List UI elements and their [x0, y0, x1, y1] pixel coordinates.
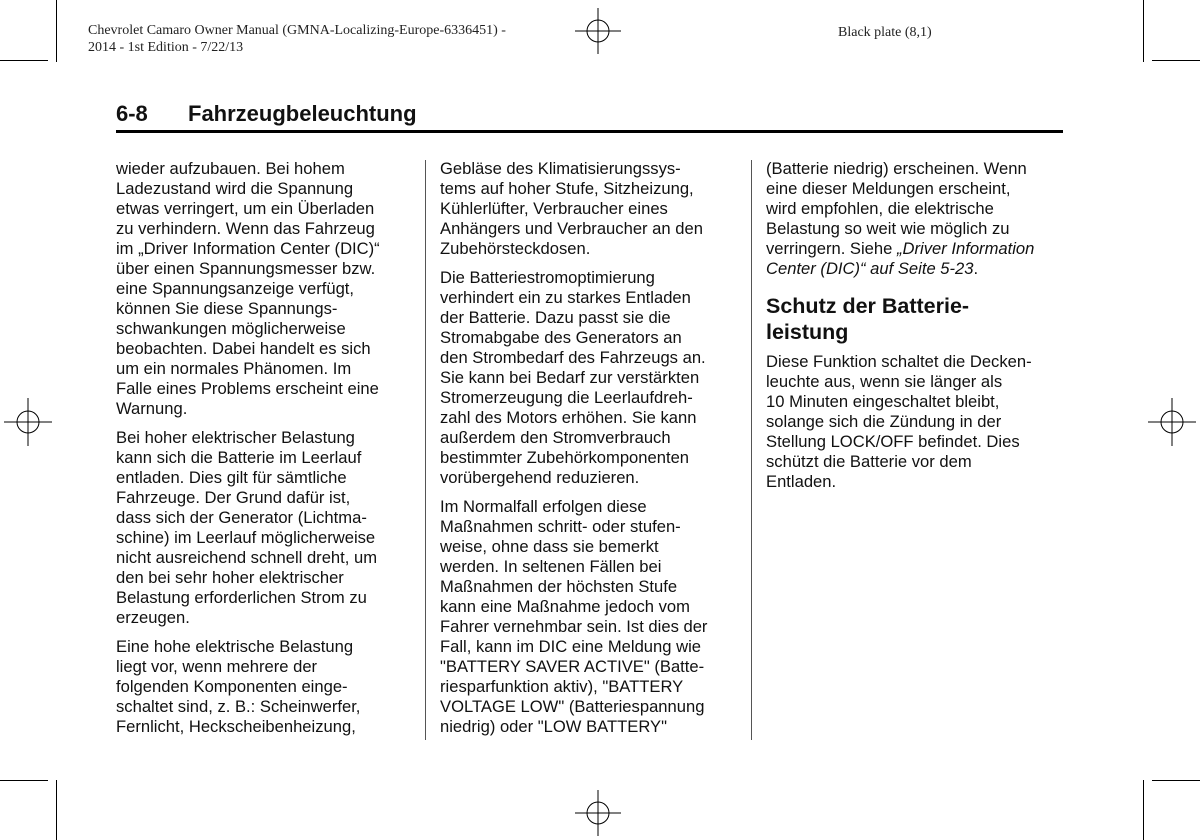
- text-column-2: [440, 159, 740, 746]
- header-rule: [116, 130, 1063, 133]
- registration-mark-icon: [575, 790, 621, 836]
- print-info-line2: 2014 - 1st Edition - 7/22/13: [88, 40, 244, 55]
- paragraph-end: .: [973, 259, 979, 278]
- paragraph-text: (Batterie niedrig) erscheinen. Wenn eine dieser Meldungen erscheint, wird empfohlen, die elektrische Belastung so weit wie möglich zu verringern. Siehe: [766, 159, 1027, 258]
- print-info-line1: Chevrolet Camaro Owner Manual (GMNA-Localizing-Europe-6336451) -: [88, 23, 506, 38]
- paragraph: wieder aufzubauen. Bei hohem Ladezustand wird die Spannung etwas verringert, um ein Überladen zu verhindern. Wenn das Fahrzeug im „Driver Information Center (DIC)“ über einen Spannungsmesser bzw. eine Spannungsanzeige verfügt, können Sie diese Spannungs- schwankungen möglicherweise beobachten. Dabei handelt es sich um ein normales Phänomen. Im Falle eines Problems erscheint eine Warnung.: [116, 159, 380, 418]
- plate-label: Black plate (8,1): [838, 25, 932, 40]
- text-column-3: [766, 159, 1066, 501]
- crop-mark-bottom-right-horizontal: [1152, 780, 1200, 781]
- crop-mark-top-left-horizontal: [0, 60, 48, 61]
- registration-mark-icon: [1148, 398, 1196, 446]
- crop-mark-top-right-vertical: [1143, 0, 1144, 62]
- paragraph: Gebläse des Klimatisierungssys- tems auf hoher Stufe, Sitzheizung, Kühlerlüfter, Verbraucher eines Anhängers und Verbraucher an den Zubehörsteckdosen.: [440, 159, 703, 258]
- print-info: [88, 22, 608, 56]
- crop-mark-bottom-right-vertical: [1143, 780, 1144, 840]
- crop-mark-bottom-left-horizontal: [0, 780, 48, 781]
- paragraph: Eine hohe elektrische Belastung liegt vor, wenn mehrere der folgenden Komponenten einge- schaltet sind, z. B.: Scheinwerfer, Fernlicht, Heckscheibenheizung,: [116, 637, 361, 736]
- registration-mark-icon: [575, 8, 621, 54]
- column-divider: [425, 160, 426, 740]
- cross-reference-link[interactable]: „Driver Information Center (DIC)“ auf Seite 5-23: [766, 239, 1035, 278]
- page-number: 6-8: [116, 101, 148, 126]
- paragraph: Im Normalfall erfolgen diese Maßnahmen schritt- oder stufen- weise, ohne dass sie bemerkt werden. In seltenen Fällen bei Maßnahmen der höchsten Stufe kann eine Maßnahme jedoch vom Fahrer vernehmbar sein. Ist dies der Fall, kann im DIC eine Meldung wie "BATTERY SAVER ACTIVE" (Batte- riesparfunktion aktiv), "BATTERY VOLTAGE LOW" (Batteriespannung niedrig) oder "LOW BATTERY": [440, 497, 708, 736]
- text-column-1: [116, 159, 416, 746]
- paragraph: Die Batteriestromoptimierung verhindert ein zu starkes Entladen der Batterie. Dazu passt sie die Stromabgabe des Generators an den Strombedarf des Fahrzeugs an. Sie kann bei Bedarf zur verstärkten Stromerzeugung die Leerlaufdreh- zahl des Motors erhöhen. Sie kann außerdem den Stromverbrauch bestimmter Zubehörkomponenten vorübergehend reduzieren.: [440, 268, 706, 487]
- registration-mark-icon: [4, 398, 52, 446]
- paragraph: Diese Funktion schaltet die Decken- leuchte aus, wenn sie länger als 10 Minuten eingeschaltet bleibt, solange sich die Zündung in der Stellung LOCK/OFF befindet. Dies schützt die Batterie vor dem Entladen.: [766, 352, 1032, 491]
- crop-mark-bottom-left-vertical: [56, 780, 57, 840]
- crop-mark-top-right-horizontal: [1152, 60, 1200, 61]
- paragraph: Bei hoher elektrischer Belastung kann sich die Batterie im Leerlauf entladen. Dies gilt für sämtliche Fahrzeuge. Der Grund dafür ist, dass sich der Generator (Lichtma- schine) im Leerlauf möglicherweise nicht ausreichend schnell dreht, um den bei sehr hoher elektrischer Belastung erforderlichen Strom zu erzeugen.: [116, 428, 378, 627]
- paragraph: [766, 159, 1066, 279]
- section-title: Fahrzeugbeleuchtung: [188, 101, 417, 126]
- page-header: [116, 101, 1066, 129]
- column-divider: [751, 160, 752, 740]
- subsection-heading: Schutz der Batterie- leistung: [766, 294, 970, 344]
- crop-mark-top-left-vertical: [56, 0, 57, 62]
